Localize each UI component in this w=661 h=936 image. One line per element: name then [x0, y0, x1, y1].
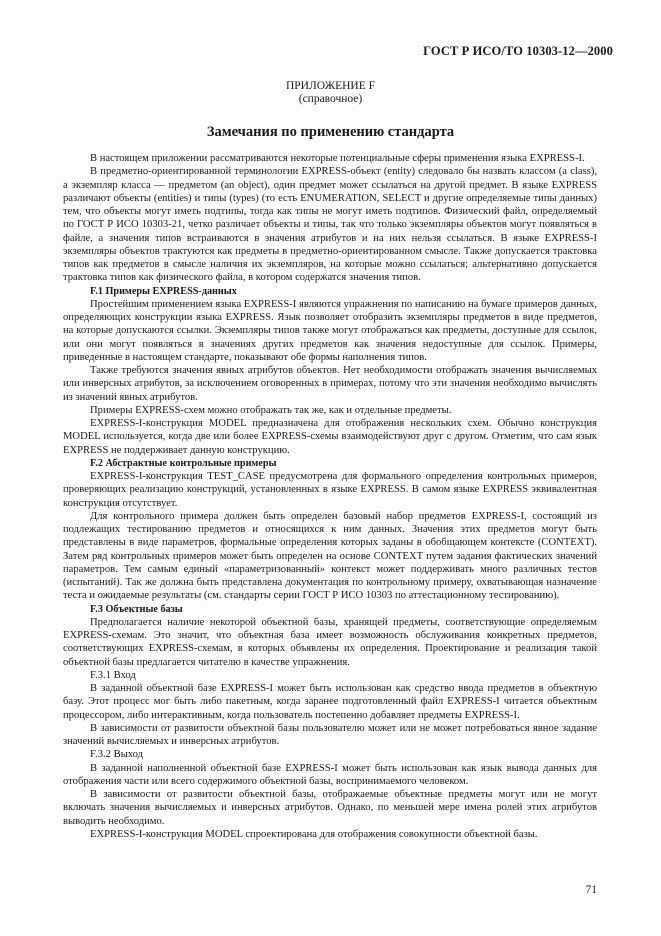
annex-heading [0, 80, 661, 106]
paragraph: В зависимости от развитости объектной базы пользователю может или не может потребоваться явное задание значений вычисляемых и инверсных атрибутов. [63, 722, 597, 747]
paragraph: EXPRESS-I-конструкция MODEL предназначена для отображения нескольких схем. Обычно конструкция MODEL используется, когда две или более EXPRESS-схемы взаимодействуют друг с другом. Отметим, что сам язык EXPRESS не поддерживает данную конструкцию. [63, 418, 597, 456]
page-title: Замечания по применению стандарта [206, 124, 455, 140]
subsection-heading-f31: F.3.1 Вход [90, 669, 136, 681]
paragraph: EXPRESS-I-конструкция MODEL спроектирована для отображения совокупности объектной базы. [90, 828, 538, 840]
document-body [63, 152, 597, 841]
paragraph: Для контрольного примера должен быть определен базовый набор предметов EXPRESS-I, состоящий из подлежащих тестированию предметов и относящихся к ним данных. Значения этих предметов могут быть представлены в виде параметров, формальные определения которых заданы в обобщающем контексте (CONTEXT). Затем ряд контрольных примеров может быть определен на основе CONTEXT путем задания фактических значений параметров. Тем самым единый «параметризованный» контекст может поддерживать много различных тестов (испытаний). Так же должна быть представлена документация по контрольному примеру, охватывающая назначение теста и ожидаемые результаты (см. стандарты серии ГОСТ Р ИСО 10303 по аттестационному тестированию). [63, 510, 597, 602]
paragraph: В заданной объектной базе EXPRESS-I может быть использован как средство ввода предметов в объектную базу. Этот процесс мог быть либо пакетным, когда заранее подготовленный файл EXPRESS-I читается объектным процессором, либо интерактивным, когда пользователь постепенно добавляет предметы EXPRESS-I. [63, 683, 597, 721]
annex-title: ПРИЛОЖЕНИЕ F [285, 80, 376, 92]
paragraph: Простейшим применением языка EXPRESS-I являются упражнения по написанию на бумаге примеров данных, определяющих конструкции языка EXPRESS. Язык позволяет отобразить экземпляры предметов в виде предметов, на которые допускаются ссылки. Экземпляры типов также могут отображаться как предметы, доступные для ссылок, или они могут появляться в значениях других предметов как значения недоступные для ссылок. Примеры, приведенные в настоящем стандарте, показывают обе формы наполнения типов. [63, 298, 597, 363]
paragraph: В заданной наполненной объектной базе EXPRESS-I может быть использован как язык вывода данных для отображения части или всего содержимого объектной базы, воспринимаемого человеком. [63, 762, 597, 787]
section-heading-f3: F.3 Объектные базы [90, 603, 183, 615]
paragraph: Предполагается наличие некоторой объектной базы, хранящей предметы, соответствующие определяемым EXPRESS-схемам. Это значит, что объектная база имеет возможность обслуживания конкретных предметов, соответствующих EXPRESS-схемам, в которых объявлены их определения. Проектирование и реализация такой объектной базы предлагается читателю в качестве упражнения. [63, 616, 597, 668]
paragraph: Также требуются значения явных атрибутов объектов. Нет необходимости отображать значения вычисляемых или инверсных атрибутов, за исключением оговоренных в примерах, потому что эти значения необходимо вычислять из значений явных атрибутов. [63, 365, 597, 403]
paragraph: В предметно-ориентированной терминологии EXPRESS-объект (entity) следовало бы назвать классом (a class), а экземпляр класса — предметом (an object), один предмет может ссылаться на другой предмет. В языке EXPRESS различают объекты (entities) и типы (types) (то есть ENUMERATION, SELECT и другие определяемые типы данных) тем, что объекты могут иметь подтипы, тогда как типы не могут иметь подтипов. Физический файл, определяемый по ГОСТ Р ИСО 10303-21, четко различает объекты и типы, так что только экземпляры объектов могут появляться в файле, а значения типов встраиваются в значения атрибутов и на них нельзя ссылаться. В языке EXPRESS-I экземпляры объектов трактуются как предметы в предметно-ориентированном смысле. Также допускается трактовка типов как предметов в смысле наличия их экземпляров, на которые можно ссылаться; альтернативно допускается трактовка типов как физического файла, в котором содержатся значения типов. [63, 166, 597, 284]
standard-header: ГОСТ Р ИСО/ТО 10303-12—2000 [423, 44, 613, 58]
paragraph: EXPRESS-I-конструкция TEST_CASE предусмотрена для формального определения контрольных примеров, проверяющих реализацию конструкций, установленных в языке EXPRESS. В самом языке EXPRESS эквивалентная конструкция отсутствует. [63, 471, 597, 509]
section-heading-f1: F.1 Примеры EXPRESS-данных [90, 285, 237, 297]
paragraph: В зависимости от развитости объектной базы, отображаемые объектные предметы могут или не могут включать значения вычисляемых и инверсных атрибутов. Однако, по меньшей мере имена ролей этих атрибутов выводить необходимо. [63, 789, 597, 827]
paragraph: Примеры EXPRESS-схем можно отображать так же, как и отдельные предметы. [90, 404, 452, 416]
subsection-heading-f32: F.3.2 Выход [90, 749, 144, 761]
annex-status: (справочное) [298, 93, 363, 105]
section-heading-f2: F.2 Абстрактные контрольные примеры [90, 457, 277, 469]
page-number: 71 [585, 884, 597, 896]
paragraph: В настоящем приложении рассматриваются некоторые потенциальные сферы применения языка EXPRESS-I. [90, 153, 585, 164]
